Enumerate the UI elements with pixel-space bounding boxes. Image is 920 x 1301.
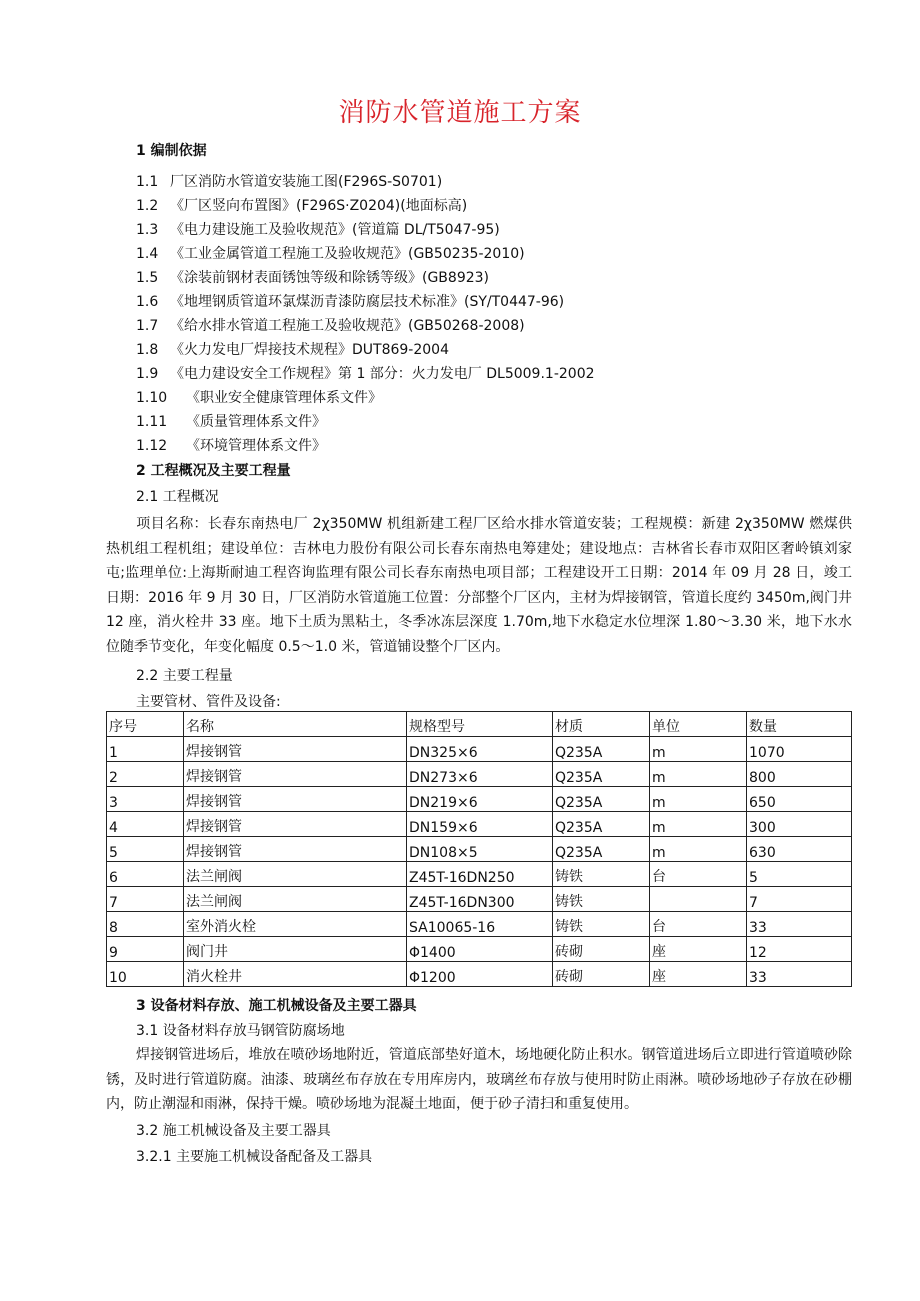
list-item (136, 435, 326, 455)
table-cell: 800 (747, 762, 852, 787)
list-item (136, 363, 595, 383)
table-cell: 铸铁 (553, 862, 650, 887)
item-text: 《环境管理体系文件》 (186, 438, 326, 454)
table-cell: m (650, 762, 747, 787)
header-cell: 序号 (107, 712, 184, 737)
table-row (107, 912, 852, 937)
table-header-row (107, 712, 852, 737)
item-number: 1.8 (136, 342, 159, 358)
table-row (107, 762, 852, 787)
table-cell: 10 (107, 962, 184, 987)
overview-text: 项目名称：长春东南热电厂 2χ350MW 机组新建工程厂区给水排水管道安装；工程规模：新建 2χ350MW 燃煤供热机组工程机组；建设单位：吉林电力股份有限公司长春东南热电筹建处；建设地点：吉林省长春市双阳区奢岭镇刘家屯;监理单位:上海斯耐迪工程咨询监理有限公司长春东南热电项目部；工程建设开工日期：2014 年 09 月 28 日，竣工日期：2016 年 9 月 30 日，厂区消防水管道施工位置：分部整个厂区内，主材为焊接钢管，管道长度约 3450m,阀门井 12 座，消火栓井 33 座。地下土质为黑粘土，冬季冰冻层深度 1.70m,地下水稳定水位埋深 1.80～3.30 米，地下水水位随季节变化，年变化幅度 0.5～1.0 米，管道铺设整个厂区内。 (106, 516, 852, 655)
storage-paragraph (106, 1043, 852, 1117)
table-cell: 5 (747, 862, 852, 887)
table-cell: 焊接钢管 (184, 837, 407, 862)
item-text: 《涂装前钢材表面锈蚀等级和除锈等级》(GB8923) (170, 270, 490, 286)
overview-paragraph (106, 512, 852, 660)
item-number: 1.7 (136, 318, 159, 334)
subsection-heading: 2.2 主要工程量 (136, 668, 233, 684)
header-cell: 名称 (184, 712, 407, 737)
list-item (136, 291, 564, 311)
table-cell: Q235A (553, 737, 650, 762)
header-cell: 材质 (553, 712, 650, 737)
list-item (136, 171, 442, 191)
table-cell: m (650, 737, 747, 762)
table-cell: 12 (747, 937, 852, 962)
header-cell: 数量 (747, 712, 852, 737)
table-cell: m (650, 787, 747, 812)
table-cell: 座 (650, 962, 747, 987)
page-title: 消防水管道施工方案 (338, 98, 582, 128)
table-cell: 法兰闸阀 (184, 862, 407, 887)
table-row (107, 937, 852, 962)
table-caption: 主要管材、管件及设备: (136, 694, 281, 710)
list-item (136, 315, 525, 335)
item-text: 《火力发电厂焊接技术规程》DUT869-2004 (170, 342, 449, 358)
table-cell: Φ1200 (407, 962, 553, 987)
table-cell: DN325×6 (407, 737, 553, 762)
table-cell: 室外消火栓 (184, 912, 407, 937)
subsection-heading: 3.2.1 主要施工机械设备配备及工器具 (136, 1149, 373, 1165)
table-cell: 焊接钢管 (184, 762, 407, 787)
item-number: 1.4 (136, 246, 159, 262)
item-number: 1.1 (136, 174, 159, 190)
table-cell: 1 (107, 737, 184, 762)
table-row (107, 787, 852, 812)
item-number: 1.2 (136, 198, 159, 214)
table-cell: 铸铁 (553, 912, 650, 937)
table-cell: 8 (107, 912, 184, 937)
table-cell: 7 (107, 887, 184, 912)
table-cell: 阀门井 (184, 937, 407, 962)
table-cell: Z45T-16DN300 (407, 887, 553, 912)
table-row (107, 962, 852, 987)
item-text: 《厂区竖向布置图》(F296S·Z0204)(地面标高) (170, 198, 468, 214)
table-row (107, 837, 852, 862)
table-cell: 1070 (747, 737, 852, 762)
table-cell: Q235A (553, 762, 650, 787)
table-cell: 300 (747, 812, 852, 837)
item-number: 1.10 (136, 390, 168, 406)
item-text: 《电力建设施工及验收规范》(管道篇 DL/T5047-95) (170, 222, 500, 238)
item-text: 《地埋钢质管道环氯煤沥青漆防腐层技术标准》(SY/T0447-96) (170, 294, 565, 310)
table-cell: Q235A (553, 787, 650, 812)
item-text: 《电力建设安全工作规程》第 1 部分：火力发电厂 DL5009.1-2002 (170, 366, 595, 382)
table-cell: 4 (107, 812, 184, 837)
table-cell: 7 (747, 887, 852, 912)
section1-heading: 1 编制依据 (136, 143, 207, 159)
subsection-heading: 3.2 施工机械设备及主要工器具 (136, 1123, 331, 1139)
section3-heading: 3 设备材料存放、施工机械设备及主要工器具 (136, 998, 417, 1014)
item-number: 1.6 (136, 294, 159, 310)
item-number: 1.11 (136, 414, 168, 430)
table-cell: DN159×6 (407, 812, 553, 837)
table-cell: 9 (107, 937, 184, 962)
table-cell: 座 (650, 937, 747, 962)
table-cell: DN219×6 (407, 787, 553, 812)
item-text: 《质量管理体系文件》 (186, 414, 326, 430)
table-cell: 法兰闸阀 (184, 887, 407, 912)
list-item (136, 219, 500, 239)
item-text: 《职业安全健康管理体系文件》 (186, 390, 382, 406)
item-number: 1.9 (136, 366, 159, 382)
table-cell: 消火栓井 (184, 962, 407, 987)
table-cell: DN273×6 (407, 762, 553, 787)
list-item (136, 339, 449, 359)
list-item (136, 195, 467, 215)
table-cell: 650 (747, 787, 852, 812)
list-item (136, 267, 489, 287)
table-cell: 砖砌 (553, 937, 650, 962)
item-number: 1.3 (136, 222, 159, 238)
table-cell: 3 (107, 787, 184, 812)
storage-text: 焊接钢管进场后，堆放在喷砂场地附近，管道底部垫好道木，场地硬化防止积水。钢管道进场后立即进行管道喷砂除锈，及时进行管道防腐。油漆、玻璃丝布存放在专用库房内，玻璃丝布存放与使用时防止雨淋。喷砂场地砂子存放在砂棚内，防止潮湿和雨淋，保持干燥。喷砂场地为混凝土地面，便于砂子清扫和重复使用。 (106, 1047, 852, 1113)
item-number: 1.12 (136, 438, 168, 454)
table-row (107, 812, 852, 837)
table-cell: 630 (747, 837, 852, 862)
list-item (136, 243, 525, 263)
table-cell: 铸铁 (553, 887, 650, 912)
table-cell: 焊接钢管 (184, 812, 407, 837)
table-cell: 2 (107, 762, 184, 787)
materials-table (106, 711, 852, 987)
table-cell (650, 887, 747, 912)
item-number: 1.5 (136, 270, 159, 286)
item-text: 《给水排水管道工程施工及验收规范》(GB50268-2008) (170, 318, 525, 334)
table-row (107, 862, 852, 887)
table-cell: m (650, 812, 747, 837)
section2-heading: 2 工程概况及主要工程量 (136, 463, 291, 479)
table-cell: Q235A (553, 812, 650, 837)
table-cell: SA10065-16 (407, 912, 553, 937)
table-cell: 台 (650, 912, 747, 937)
list-item (136, 411, 326, 431)
table-cell: 台 (650, 862, 747, 887)
table-cell: DN108×5 (407, 837, 553, 862)
table-cell: Q235A (553, 837, 650, 862)
list-item (136, 387, 382, 407)
table-cell: 5 (107, 837, 184, 862)
table-cell: 砖砌 (553, 962, 650, 987)
table-cell: 33 (747, 912, 852, 937)
table-cell: Z45T-16DN250 (407, 862, 553, 887)
table-cell: 33 (747, 962, 852, 987)
table-cell: 焊接钢管 (184, 737, 407, 762)
subsection-heading: 2.1 工程概况 (136, 489, 219, 505)
table-cell: 6 (107, 862, 184, 887)
subsection-heading: 3.1 设备材料存放马钢管防腐场地 (136, 1023, 345, 1039)
table-row (107, 737, 852, 762)
item-text: 厂区消防水管道安装施工图(F296S-S0701) (170, 174, 443, 190)
item-text: 《工业金属管道工程施工及验收规范》(GB50235-2010) (170, 246, 525, 262)
table-cell: Φ1400 (407, 937, 553, 962)
table-cell: 焊接钢管 (184, 787, 407, 812)
table-row (107, 887, 852, 912)
header-cell: 规格型号 (407, 712, 553, 737)
table-cell: m (650, 837, 747, 862)
header-cell: 单位 (650, 712, 747, 737)
